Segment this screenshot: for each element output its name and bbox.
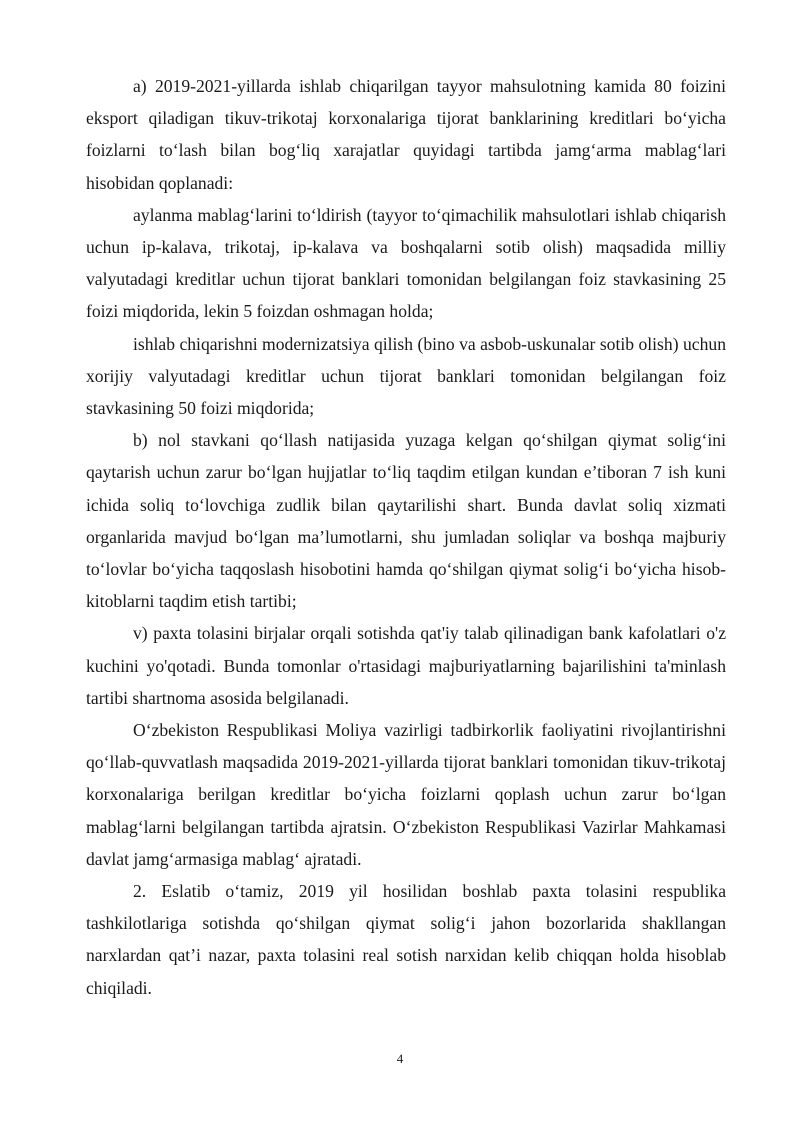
document-body — [86, 70, 726, 1004]
paragraph-v: v) paxta tolasini birjalar orqali sotishda qat'iy talab qilinadigan bank kafolatlari o'z kuchini yo'qotadi. Bunda tomonlar o'rtasidagi majburiyatlarning bajarilishini ta'minlash tartibi shartnoma asosida belgilanadi. — [86, 623, 726, 708]
paragraph-working-capital: aylanma mablag‘larini to‘ldirish (tayyor to‘qimachilik mahsulotlari ishlab chiqarish uchun ip-kalava, trikotaj, ip-kalava va boshqalarni sotib olish) maqsadida milliy valyutadagi kreditlar uchun tijorat banklari tomonidan belgilangan foiz stavkasining 25 foizi miqdorida, lekin 5 foizdan oshmagan holda; — [86, 204, 726, 322]
paragraph-b: b) nol stavkani qo‘llash natijasida yuzaga kelgan qo‘shilgan qiymat solig‘ini qaytarish uchun zarur bo‘lgan hujjatlar to‘liq taqdim etilgan kundan e’tiboran 7 ish kuni ichida soliq to‘lovchiga zudlik bilan qaytarilishi shart. Bunda davlat soliq xizmati organlarida mavjud bo‘lgan ma’lumotlarni, shu jumladan soliqlar va boshqa majburiy to‘lovlar bo‘yicha taqqoslash hisobotini hamda qo‘shilgan qiymat solig‘i bo‘yicha hisob-kitoblarni taqdim etish tartibi; — [86, 430, 726, 612]
paragraph-modernization: ishlab chiqarishni modernizatsiya qilish (bino va asbob-uskunalar sotib olish) uchun xorijiy valyutadagi kreditlar uchun tijorat banklari tomonidan belgilangan foiz stavkasining 50 foizi miqdorida; — [86, 333, 726, 419]
paragraph-2: 2. Eslatib o‘tamiz, 2019 yil hosilidan boshlab paxta tolasini respublika tashkilotlariga sotishda qo‘shilgan qiymat solig‘i jahon bozorlarida shakllangan narxlardan qat’i nazar, paxta tolasini real sotish narxidan kelib chiqqan holda hisoblab chiqiladi. — [86, 881, 726, 998]
paragraph-a: a) 2019-2021-yillarda ishlab chiqarilgan tayyor mahsulotning kamida 80 foizini eksport qiladigan tikuv-trikotaj korxonalariga tijorat banklarining kreditlari bo‘yicha foizlarni to‘lash bilan bog‘liq xarajatlar quyidagi tartibda jamg‘arma mablag‘lari hisobidan qoplanadi: — [86, 76, 726, 193]
page-number: 4 — [396, 1051, 404, 1066]
paragraph-ministry: O‘zbekiston Respublikasi Moliya vazirligi tadbirkorlik faoliyatini rivojlantirishni qo‘llab-quvvatlash maqsadida 2019-2021-yillarda tijorat banklari tomonidan tikuv-trikotaj korxonalariga berilgan kreditlar bo‘yicha foizlarni qoplash uchun zarur bo‘lgan mablag‘larni belgilangan tartibda ajratsin. O‘zbekiston Respublikasi Vazirlar Mahkamasi davlat jamg‘armasiga mablag‘ ajratadi. — [86, 720, 726, 869]
